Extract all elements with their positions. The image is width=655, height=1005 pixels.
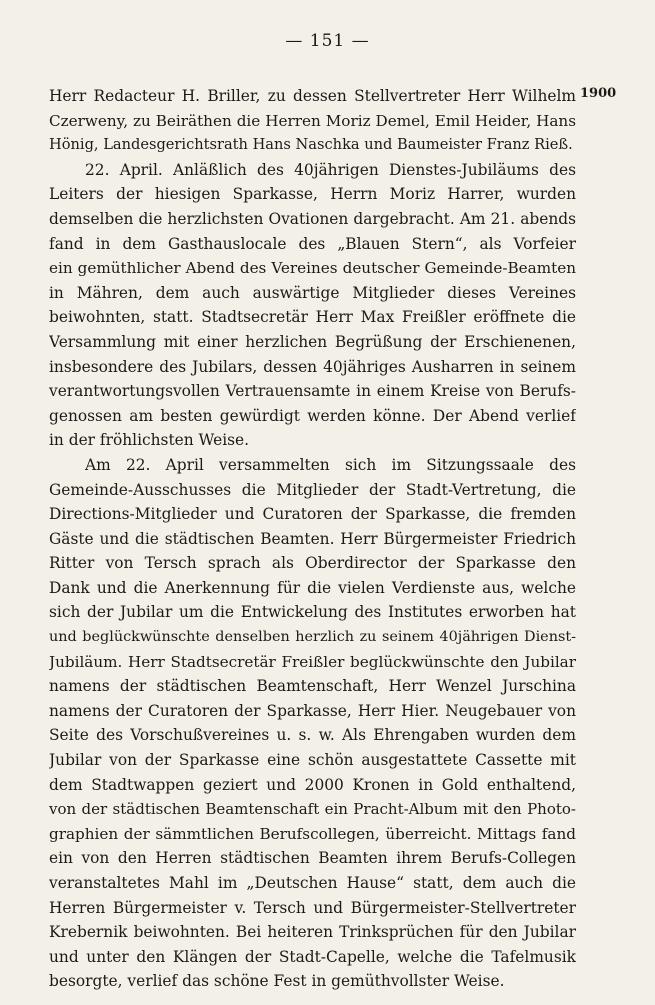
text-line: in der fröhlichsten Weise. bbox=[49, 431, 250, 450]
text-line: Am 22. April versammelten sich im Sitzungssaale des bbox=[85, 455, 576, 474]
text-line: von der städtischen Beamtenschaft ein Pracht-Album mit den Photo- bbox=[49, 800, 576, 819]
text-line: ein von den Herren städtischen Beamten ihrem Berufs-Collegen bbox=[49, 849, 576, 868]
text-line: und beglückwünschte denselben herzlich zu seinem 40jährigen Dienst- bbox=[49, 629, 576, 646]
text-line: genossen am besten gewürdigt werden könne. Der Abend verlief bbox=[49, 406, 576, 425]
text-line: Gemeinde-Ausschusses die Mitglieder der Stadt-Vertretung, die bbox=[49, 480, 576, 499]
text-line: graphien der sämmtlichen Berufscollegen, überreicht. Mittags fand bbox=[49, 824, 576, 843]
text-line: Czerweny, zu Beiräthen die Herren Moriz Demel, Emil Heider, Hans bbox=[49, 111, 576, 130]
text-line: dem Stadtwappen geziert und 2000 Kronen in Gold enthaltend, bbox=[49, 775, 576, 794]
text-line: Jubilar von der Sparkasse eine schön ausgestattete Cassette mit bbox=[49, 751, 576, 770]
text-line: in Mähren, dem auch auswärtige Mitglieder dieses Vereines bbox=[49, 283, 576, 302]
text-line: insbesondere des Jubilars, dessen 40jähriges Ausharren in seinem bbox=[49, 357, 576, 376]
text-line: namens der Curatoren der Sparkasse, Herr Hier. Neugebauer von bbox=[49, 701, 576, 720]
margin-year-note: 1900 bbox=[580, 86, 617, 101]
text-line: sich der Jubilar um die Entwickelung des Institutes erworben hat bbox=[49, 603, 576, 622]
text-line: verantwortungsvollen Vertrauensamte in einem Kreise von Berufs- bbox=[49, 382, 576, 401]
chronicle-text-body bbox=[49, 84, 576, 994]
text-line: ein gemüthlicher Abend des Vereines deutscher Gemeinde-Beamten bbox=[49, 259, 576, 278]
text-line: Hönig, Landesgerichtsrath Hans Naschka und Baumeister Franz Rieß. bbox=[49, 136, 573, 154]
text-line: fand in dem Gasthauslocale des „Blauen Stern“, als Vorfeier bbox=[49, 234, 576, 253]
text-line: Ritter von Tersch sprach als Oberdirector der Sparkasse den bbox=[49, 554, 576, 573]
text-line: Herr Redacteur H. Briller, zu dessen Stellvertreter Herr Wilhelm bbox=[49, 87, 576, 105]
text-line: Leiters der hiesigen Sparkasse, Herrn Moriz Harrer, wurden bbox=[49, 185, 576, 204]
text-line: besorgte, verlief das schöne Fest in gemüthvollster Weise. bbox=[49, 972, 505, 991]
text-line: demselben die herzlichsten Ovationen dargebracht. Am 21. abends bbox=[49, 209, 576, 228]
text-line: 22. April. Anläßlich des 40jährigen Dienstes-Jubiläums des bbox=[85, 160, 576, 179]
text-line: Directions-Mitglieder und Curatoren der Sparkasse, die fremden bbox=[49, 505, 576, 524]
text-line: und unter den Klängen der Stadt-Capelle, welche die Tafelmusik bbox=[49, 947, 576, 966]
text-line: namens der städtischen Beamtenschaft, Herr Wenzel Jurschina bbox=[49, 677, 576, 696]
text-line: veranstaltetes Mahl im „Deutschen Hause“ statt, dem auch die bbox=[49, 874, 576, 892]
text-line: Dank und die Anerkennung für die vielen Verdienste aus, welche bbox=[49, 578, 576, 597]
text-line: beiwohnten, statt. Stadtsecretär Herr Max Freißler eröffnete die bbox=[49, 308, 576, 327]
text-line: Versammlung mit einer herzlichen Begrüßung der Erschienenen, bbox=[49, 332, 576, 351]
page-number: — 151 — bbox=[285, 31, 370, 51]
text-line: Herren Bürgermeister v. Tersch und Bürgermeister-Stellvertreter bbox=[49, 898, 576, 917]
text-line: Krebernik beiwohnten. Bei heiteren Trinksprüchen für den Jubilar bbox=[49, 923, 576, 942]
text-line: Gäste und die städtischen Beamten. Herr Bürgermeister Friedrich bbox=[49, 529, 576, 548]
text-line: Jubiläum. Herr Stadtsecretär Freißler beglückwünschte den Jubilar bbox=[49, 652, 576, 671]
text-line: Seite des Vorschußvereines u. s. w. Als Ehrengaben wurden dem bbox=[49, 726, 576, 745]
